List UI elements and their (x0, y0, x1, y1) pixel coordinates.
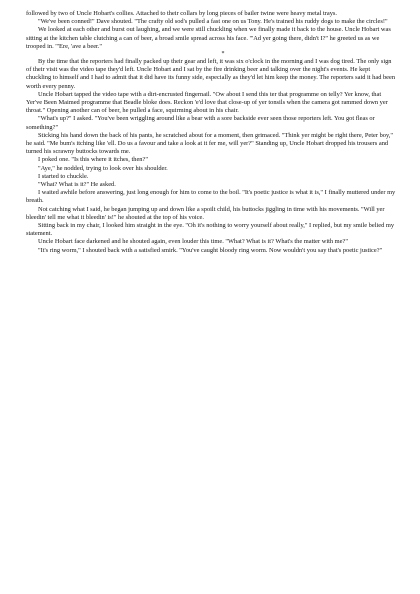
paragraph: "It's ring worm," I shouted back with a satisfied smirk. "You've caught bloody ring worm. Now wouldn't you say that's poetic justice?" (38, 246, 383, 254)
paragraph: "Aye," he nodded, trying to look over his shoulder. (38, 164, 168, 172)
paragraph: Sticking his hand down the back of his pants, he scratched about for a moment, then grimaced. "Think yer might be right there, Peter boy," he said. "Me bum's itching like 'ell. Do us a favour and take a look at it fer me, will yer?" Standing up, Uncle Hobart dropped his trousers and turned his scrawny buttocks towards me. (26, 131, 393, 156)
paragraph: By the time that the reporters had finally packed up their gear and left, it was six o'clock in the morning and I was dog tired. The only sign of their visit was the video tape they'd left. Uncle Hobart and I sat by the fire drinking beer and talking over the night's events. He kept chuckling to himself and I had to admit that it did have its funny side, especially as they'd let him keep the money. The reporters said it had been worth every penny. (26, 58, 396, 90)
paragraph: We looked at each other and burst out laughing, and we were still chuckling when we finally made it back to the house. Uncle Hobart was sitting at the kitchen table clutching a can of beer, a broad smile spread across his face. "'Ad yer going there, didn't I?" he greeted us as we trooped in. "'Ere, 'ave a beer." (26, 26, 391, 50)
paragraph: "We've been conned!" Dave shouted. "The crafty old sod's pulled a fast one on us Tony. He's trained his ruddy dogs to make the circles!" (38, 18, 388, 26)
paragraph: Not catching what I said, he began jumping up and down like a spoilt child, his buttocks jiggling in time with his movements. "Will yer bleedin' tell me what it bleedin' is!" he shouted at the top of his voice. (26, 205, 385, 221)
paragraph: I poked one. "Is this where it itches, then?" (38, 156, 148, 164)
document-page (26, 10, 396, 255)
paragraph: followed by two of Uncle Hobart's collies. Attached to their collars by long pieces of bailer twine were heavy metal trays. (26, 10, 337, 17)
paragraph: I started to chuckle. (38, 172, 89, 180)
paragraph: Uncle Hobart tapped the video tape with a dirt-encrusted fingernail. "Ow about I send this ter that programme on telly? Yer know, that Yer've Been Maimed programme that Beadle bloke does. Reckon 'e'd love that close-up of yer tonsils when the camera got rammed down yer throat." Opening another can of beer, he pulled a face, squirming about in his chair. (26, 90, 388, 115)
section-separator: * (221, 51, 225, 58)
paragraph: Sitting back in my chair, I looked him straight in the eye. "Oh it's nothing to worry yourself about really," I replied, but my smile belied my statement. (26, 222, 395, 238)
paragraph: Uncle Hobart face darkened and he shouted again, even louder this time. "What? What is it? What's the matter with me?" (38, 238, 348, 246)
paragraph: "What's up?" I asked. "You've been wriggling around like a bear with a sore backside ever seen those reporters left. You got fleas or something?" (26, 115, 375, 131)
paragraph: "What? What is it?" He asked. (38, 181, 116, 189)
paragraph: I waited awhile before answering, just long enough for him to come to the boil. "It's poetic justice is what it is," I finally muttered under my breath. (26, 189, 396, 205)
